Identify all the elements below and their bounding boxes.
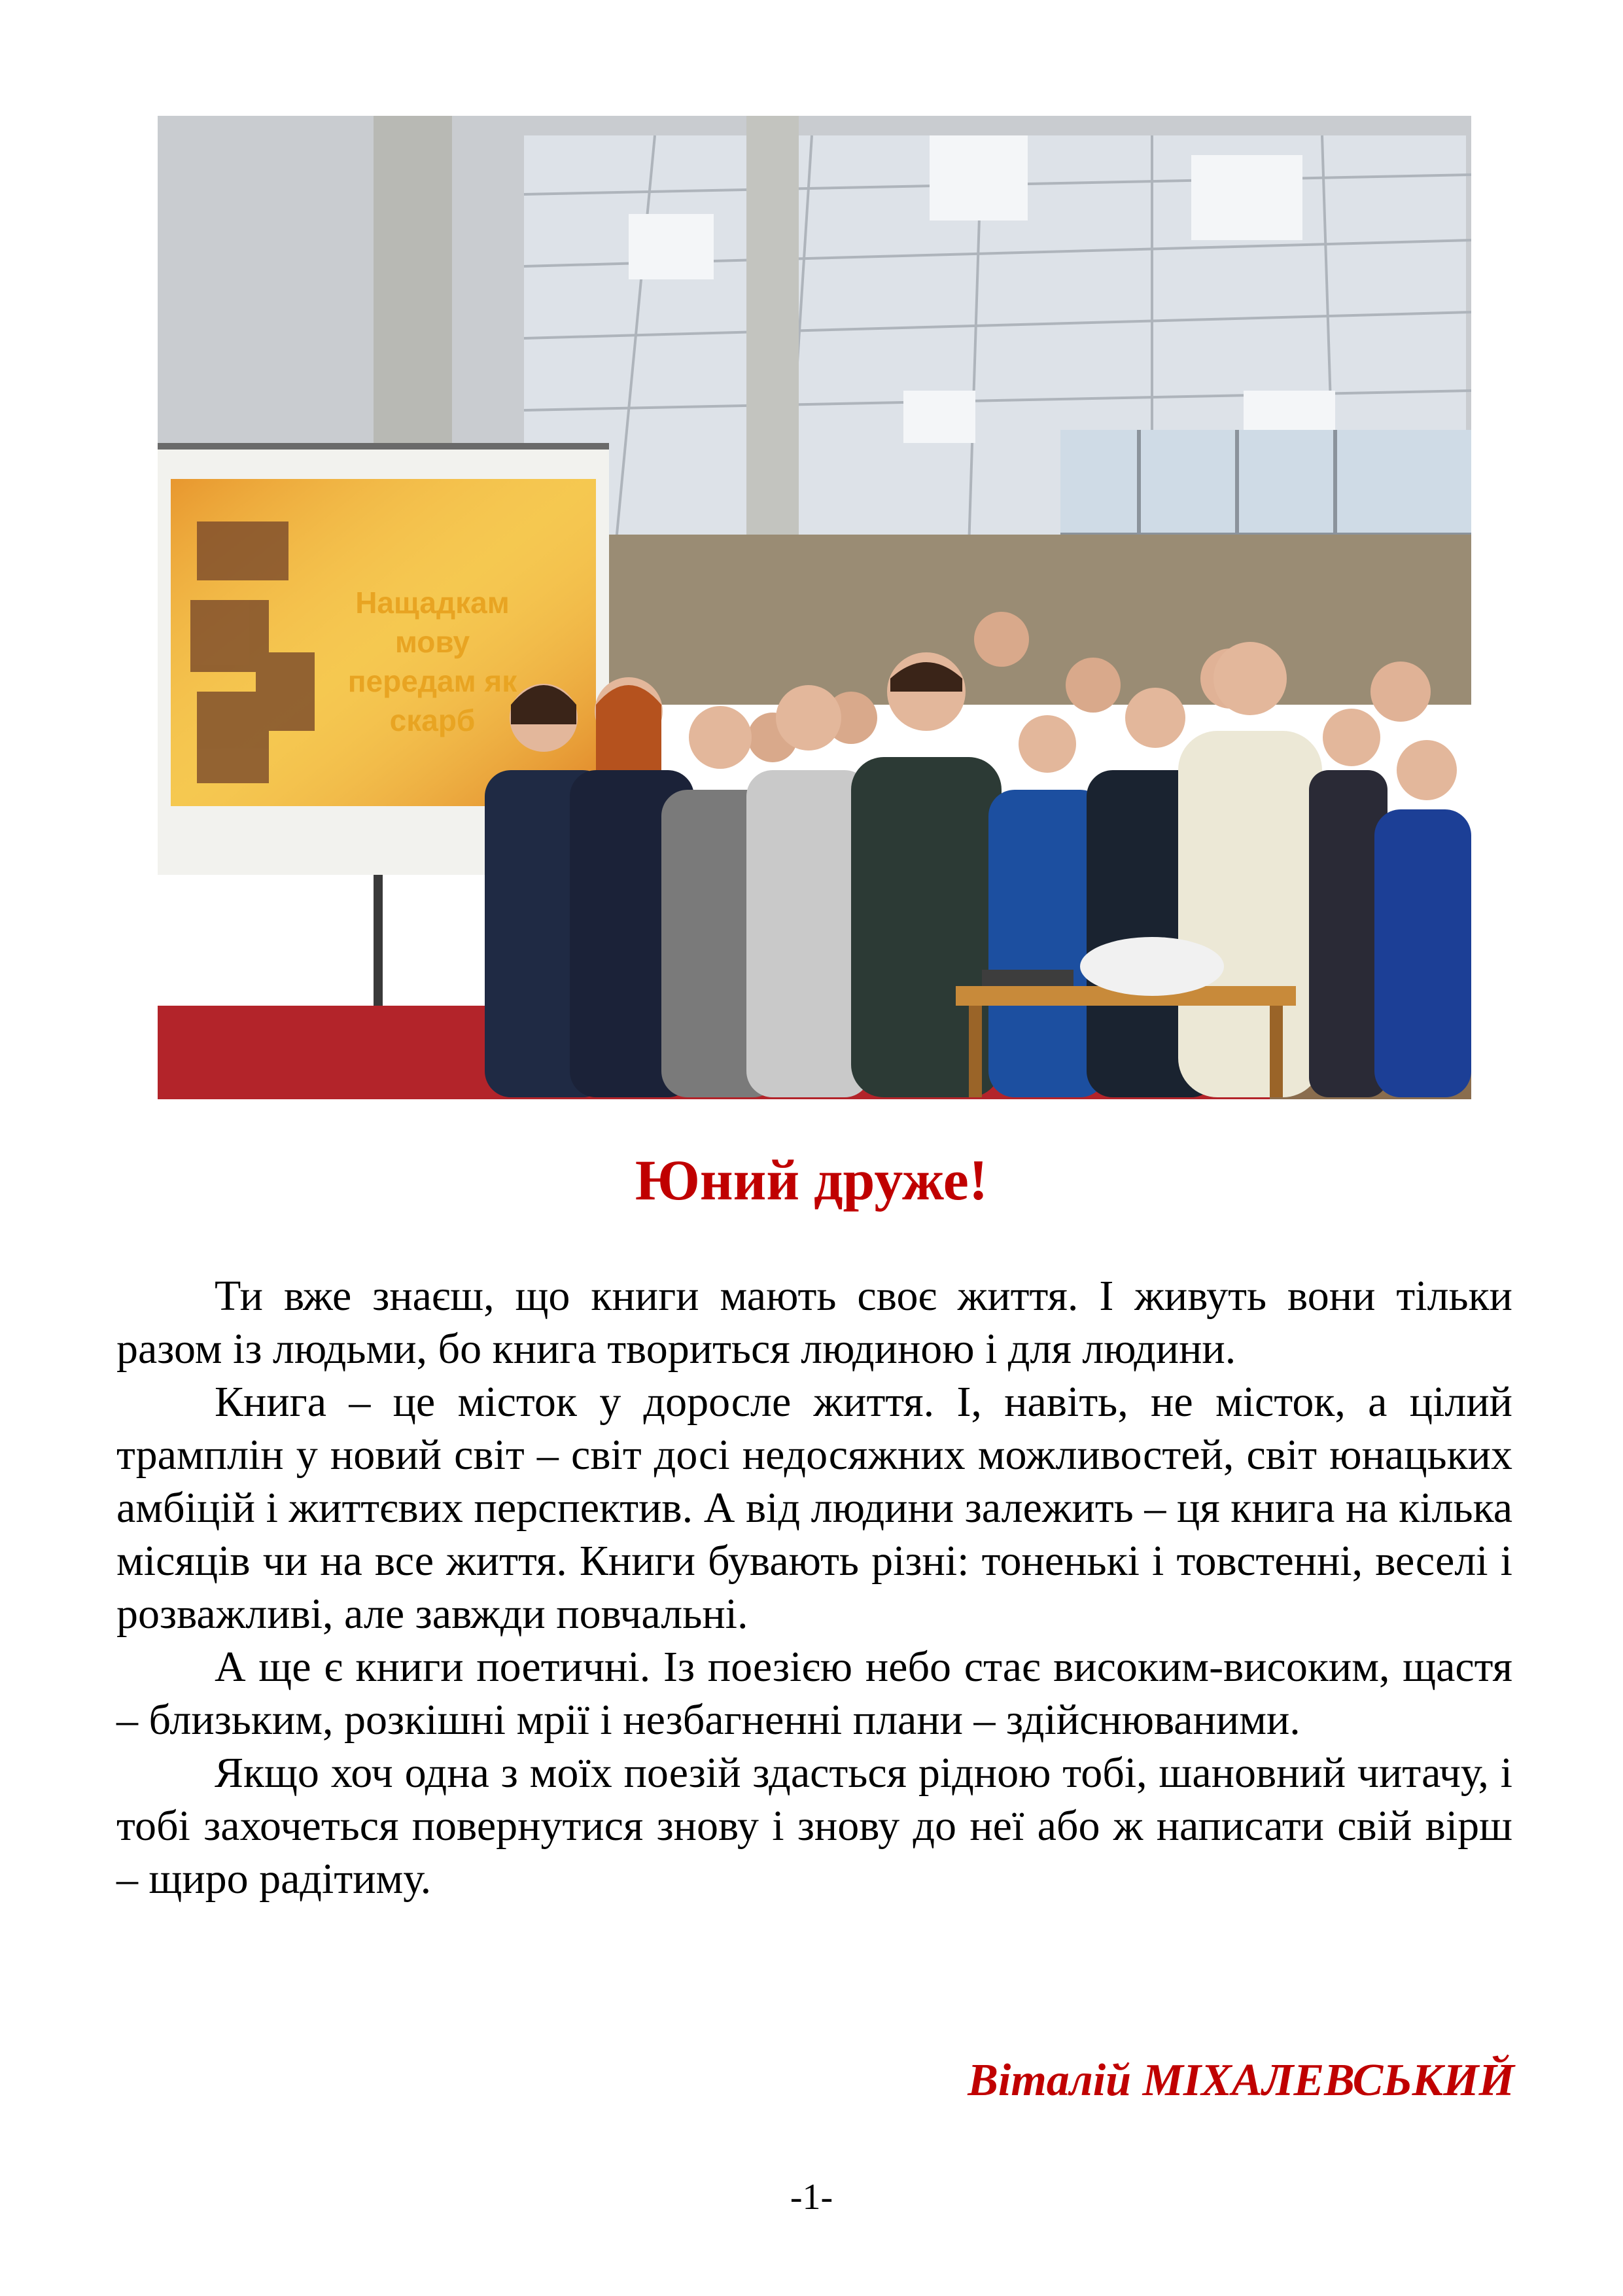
slide-text-line-1: Нащадкам <box>355 586 510 620</box>
paragraph-1: Ти вже знаєш, що книги мають своє життя. І живуть вони тільки разом із людьми, бо книга твориться людиною і для людини. <box>116 1272 1512 1373</box>
group-photo <box>158 116 1471 1099</box>
paragraph-4: Якщо хоч одна з моїх поезій здасться рідною тобі, шановний читачу, і тобі захочеться повернутися знову і знову до неї або ж написати свій вірш – щиро радітиму. <box>116 1749 1512 1903</box>
slide-text-line-2: мову <box>394 625 470 659</box>
slide-text-line-3: передам як <box>347 664 517 698</box>
author-signature: Віталій МІХАЛЕВСЬКИЙ <box>968 2055 1514 2106</box>
slide-text-line-4: скарб <box>389 703 476 737</box>
page-number: -1- <box>790 2177 833 2217</box>
body-text <box>116 1269 1512 1905</box>
photo-illustration <box>158 116 1471 1099</box>
paragraph-3: А ще є книги поетичні. Із поезією небо стає високим-високим, щастя – близьким, розкішні мрії і незбагненні плани – здійснюваними. <box>116 1643 1512 1744</box>
page-title: Юний друже! <box>635 1149 988 1212</box>
paragraph-2: Книга – це місток у доросле життя. І, навіть, не місток, а цілий трамплін у новий світ – світ досі недосяжних можливостей, світ юнацьких амбіцій і життєвих перспектив. А від людини залежить – ця книга на кілька місяців чи на все життя. Книги бувають різні: тоненькі і товстенні, веселі і розважливі, але завжди повчальні. <box>116 1378 1512 1638</box>
